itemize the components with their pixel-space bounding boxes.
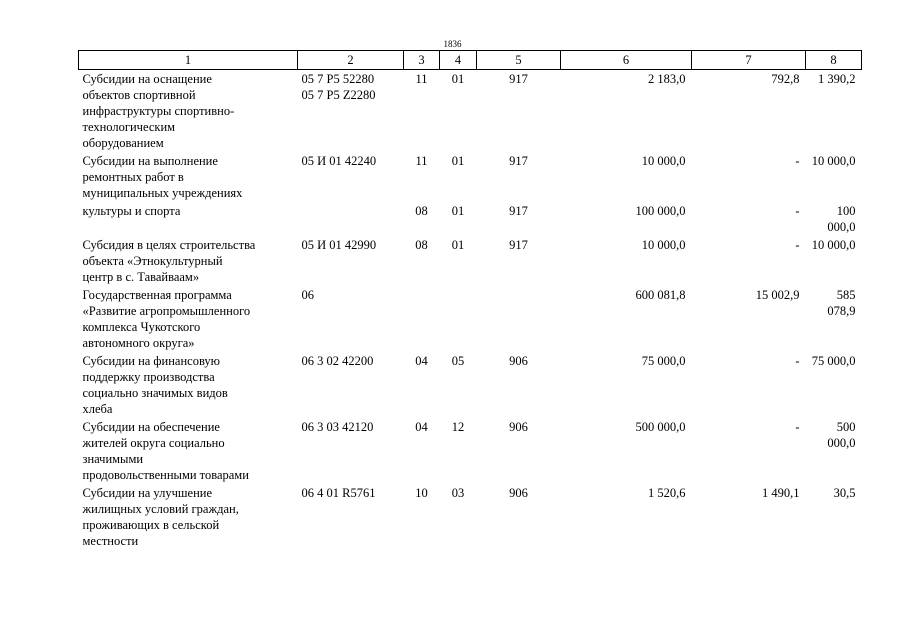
program-name-cell	[79, 202, 298, 236]
target-code-line: 05 И 01 42990	[301, 238, 377, 252]
total-amount-cell: 10 000,0	[641, 238, 686, 252]
federal-amount-cell: -	[795, 420, 800, 434]
program-name-line: жителей округа социально	[82, 436, 225, 450]
column-header: 7	[692, 51, 806, 70]
program-name-cell	[79, 152, 298, 202]
column-header: 4	[440, 51, 477, 70]
target-code-line: 05 7 P5 Z2280	[301, 88, 376, 102]
program-name-line: Субсидия в целях строительства	[82, 238, 256, 252]
total-amount-cell: 100 000,0	[635, 204, 686, 218]
program-name-cell	[79, 352, 298, 418]
total-amount-cell: 1 520,6	[648, 486, 686, 500]
target-code-cell	[298, 352, 404, 418]
program-name-line: автономного округа»	[82, 336, 195, 350]
table-row	[79, 70, 862, 153]
ministry-code-cell: 906	[509, 354, 528, 368]
regional-amount-cell: 100 000,0	[827, 204, 856, 234]
program-name-line: ремонтных работ в	[82, 170, 184, 184]
section-cell: 11	[415, 154, 428, 168]
program-name-line: поддержку производства	[82, 370, 215, 384]
subsection-cell: 05	[451, 354, 465, 368]
program-name-line: Субсидии на оснащение	[82, 72, 212, 86]
table-row	[79, 418, 862, 484]
program-name-line: Субсидии на улучшение	[82, 486, 213, 500]
total-amount-cell: 500 000,0	[635, 420, 686, 434]
target-code-cell	[298, 418, 404, 484]
target-code-line: 05 7 P5 52280	[301, 72, 375, 86]
section-cell: 11	[415, 72, 428, 86]
program-name-line: инфраструктуры спортивно-	[82, 104, 235, 118]
table-body	[79, 70, 862, 551]
column-header: 5	[477, 51, 561, 70]
federal-amount-cell: 792,8	[771, 72, 800, 86]
ministry-code-cell: 906	[509, 486, 528, 500]
subsection-cell: 01	[451, 204, 465, 218]
subsection-cell: 03	[451, 486, 465, 500]
column-header: 1	[79, 51, 298, 70]
program-name-line: хлеба	[82, 402, 113, 416]
regional-amount-cell: 1 390,2	[818, 72, 856, 86]
section-cell	[404, 286, 440, 352]
program-name-line: объекта «Этнокультурный	[82, 254, 223, 268]
budget-table	[78, 50, 862, 550]
program-name-line: объектов спортивной	[82, 88, 196, 102]
program-name-line: комплекса Чукотского	[82, 320, 201, 334]
regional-amount-cell: 30,5	[833, 486, 856, 500]
table-row	[79, 352, 862, 418]
subsection-cell: 01	[451, 238, 465, 252]
target-code-cell	[298, 152, 404, 202]
target-code-line: 05 И 01 42240	[301, 154, 377, 168]
target-code-line: 06 3 03 42120	[301, 420, 374, 434]
column-header: 3	[404, 51, 440, 70]
program-name-line: местности	[82, 534, 139, 548]
ministry-code-cell: 917	[509, 204, 528, 218]
table-row	[79, 152, 862, 202]
program-name-line: продовольственными товарами	[82, 468, 249, 482]
program-name-line: Субсидии на финансовую	[82, 354, 221, 368]
table-row	[79, 236, 862, 286]
program-name-line: жилищных условий граждан,	[82, 502, 239, 516]
program-name-line: центр в с. Тавайваам»	[82, 270, 200, 284]
ministry-code-cell: 917	[509, 72, 528, 86]
program-name-cell	[79, 484, 298, 550]
program-name-cell	[79, 70, 298, 153]
target-code-cell	[298, 484, 404, 550]
column-number-row	[79, 51, 862, 70]
program-name-cell	[79, 236, 298, 286]
regional-amount-cell: 75 000,0	[811, 354, 856, 368]
regional-amount-cell: 10 000,0	[811, 154, 856, 168]
program-name-line: значимыми	[82, 452, 144, 466]
ministry-code-cell: 917	[509, 238, 528, 252]
table-row	[79, 202, 862, 236]
column-header: 6	[561, 51, 692, 70]
federal-amount-cell: -	[795, 204, 800, 218]
federal-amount-cell: -	[795, 354, 800, 368]
program-name-line: технологическим	[82, 120, 176, 134]
program-name-line: социально значимых видов	[82, 386, 228, 400]
federal-amount-cell: 1 490,1	[762, 486, 800, 500]
program-name-line: оборудованием	[82, 136, 164, 150]
program-name-line: проживающих в сельской	[82, 518, 220, 532]
ministry-code-cell: 917	[509, 154, 528, 168]
section-cell: 04	[415, 420, 428, 434]
ministry-code-cell: 906	[509, 420, 528, 434]
target-code-cell	[298, 202, 404, 236]
regional-amount-cell: 585 078,9	[827, 288, 856, 318]
federal-amount-cell: -	[795, 154, 800, 168]
table-row	[79, 484, 862, 550]
program-name-line: Государственная программа	[82, 288, 232, 302]
column-header: 2	[298, 51, 404, 70]
table-row	[79, 286, 862, 352]
program-name-line: муниципальных учреждениях	[82, 186, 243, 200]
section-cell: 10	[415, 486, 428, 500]
ministry-code-cell	[477, 286, 561, 352]
program-name-cell	[79, 286, 298, 352]
total-amount-cell: 600 081,8	[635, 288, 686, 302]
section-cell: 08	[415, 204, 428, 218]
total-amount-cell: 10 000,0	[641, 154, 686, 168]
federal-amount-cell: -	[795, 238, 800, 252]
target-code-line: 06	[301, 288, 314, 302]
section-cell: 04	[415, 354, 428, 368]
program-name-cell	[79, 418, 298, 484]
subsection-cell: 01	[451, 72, 465, 86]
total-amount-cell: 75 000,0	[641, 354, 686, 368]
subsection-cell: 12	[451, 420, 465, 434]
total-amount-cell: 2 183,0	[648, 72, 686, 86]
target-code-cell	[298, 236, 404, 286]
target-code-line: 06 4 01 R5761	[301, 486, 376, 500]
regional-amount-cell: 10 000,0	[811, 238, 856, 252]
page-number: 1836	[443, 39, 462, 49]
subsection-cell	[440, 286, 477, 352]
program-name-line: Субсидии на обеспечение	[82, 420, 220, 434]
section-cell: 08	[415, 238, 428, 252]
target-code-cell	[298, 286, 404, 352]
federal-amount-cell: 15 002,9	[755, 288, 800, 302]
program-name-line: Субсидии на выполнение	[82, 154, 218, 168]
column-header: 8	[806, 51, 862, 70]
program-name-line: «Развитие агропромышленного	[82, 304, 251, 318]
regional-amount-cell: 500 000,0	[827, 420, 856, 450]
target-code-cell	[298, 70, 404, 153]
program-name-line: культуры и спорта	[82, 204, 181, 218]
subsection-cell: 01	[451, 154, 465, 168]
target-code-line: 06 3 02 42200	[301, 354, 374, 368]
